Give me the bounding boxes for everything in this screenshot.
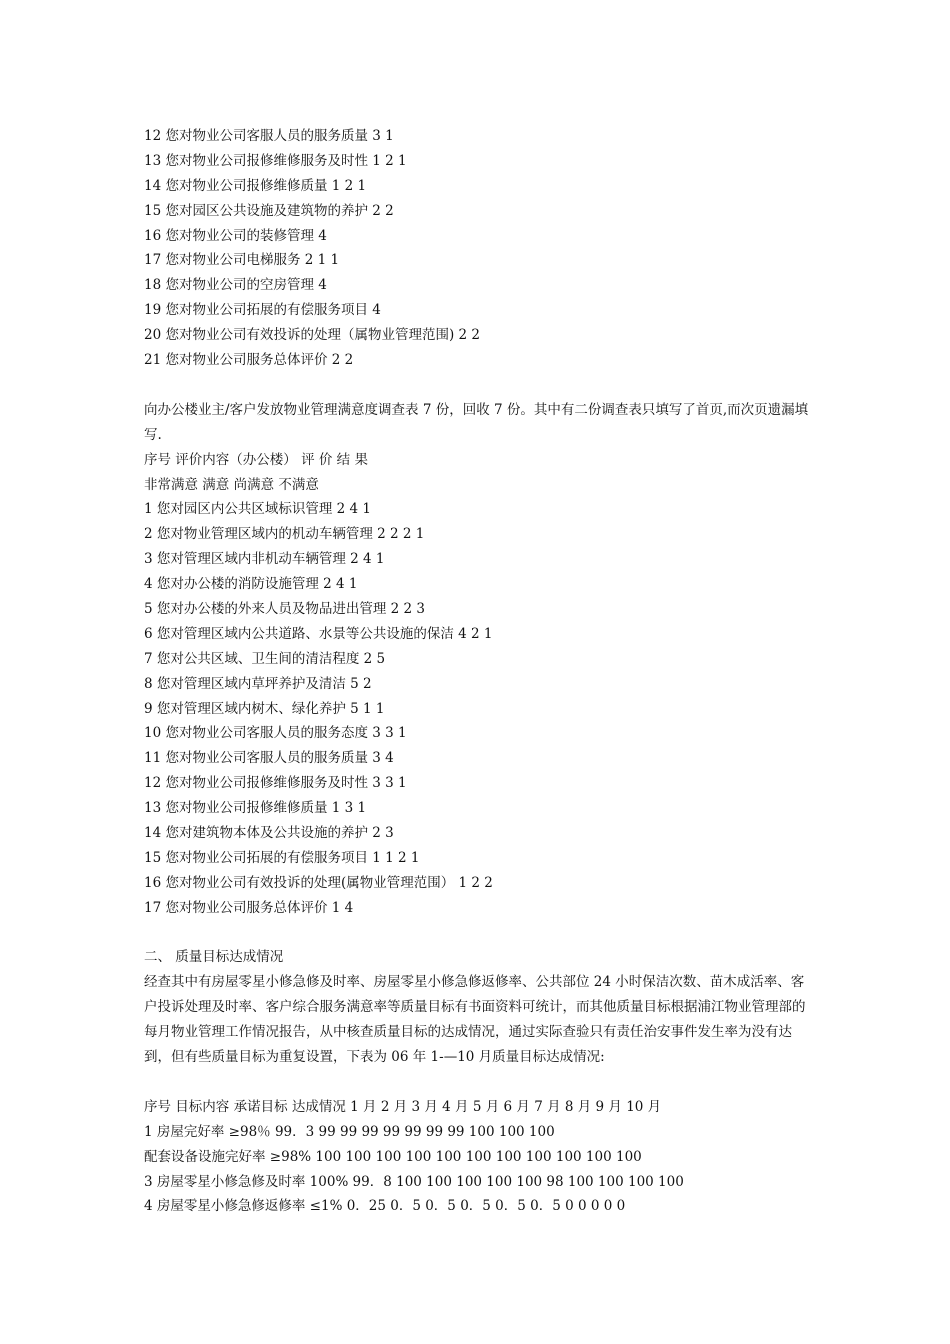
survey-item: 13 您对物业公司报修维修服务及时性 1 2 1 (144, 152, 407, 169)
survey-item: 3 您对管理区域内非机动车辆管理 2 4 1 (144, 551, 385, 568)
survey-item: 17 您对物业公司电梯服务 2 1 1 (144, 252, 340, 269)
survey-item: 9 您对管理区域内树木、绿化养护 5 1 1 (144, 700, 385, 717)
survey-item: 12 您对物业公司客服人员的服务质量 3 1 (144, 128, 394, 144)
survey-item: 11 您对物业公司客服人员的服务质量 3 4 (144, 750, 394, 767)
document-page (144, 124, 816, 1219)
survey-item: 6 您对管理区域内公共道路、水景等公共设施的保洁 4 2 1 (144, 625, 493, 642)
section-heading: 二、 质量目标达成情况 (144, 949, 284, 966)
survey-item: 8 您对管理区域内草坪养护及清洁 5 2 (144, 675, 372, 692)
survey-item: 14 您对物业公司报修维修质量 1 2 1 (144, 177, 367, 194)
survey-item: 19 您对物业公司拓展的有偿服务项目 4 (144, 302, 381, 319)
survey-item: 16 您对物业公司的装修管理 4 (144, 227, 327, 244)
table-row: 4 房屋零星小修急修返修率 ≤1% 0．25 0．5 0．5 0．5 0．5 0．5 0 0 0 0 0 (144, 1198, 626, 1215)
table-row: 1 房屋完好率 ≥98％ 99．3 99 99 99 99 99 99 99 100 100 100 (144, 1123, 555, 1140)
survey-item: 21 您对物业公司服务总体评价 2 2 (144, 352, 354, 369)
quality-paragraph: 经查其中有房屋零星小修急修及时率、房屋零星小修急修返修率、公共部位 24 小时保洁次数、苗木成活率、客户投诉处理及时率、客户综合服务满意率等质量目标有书面资料可统计，而其他质量目标根据浦江物业管理部的每月物业管理工作情况报告，从中核查质量目标的达成情况，通过实际查验只有责任治安事件发生率为没有达到，但有些质量目标为重复设置，下表为 06 年 1-—10 月质量目标达成情况: (144, 974, 806, 1066)
table-row: 3 房屋零星小修急修及时率 100% 99．8 100 100 100 100 100 98 100 100 100 100 (144, 1173, 684, 1190)
spacer (144, 1070, 816, 1095)
office-survey-list (144, 497, 816, 920)
survey-item: 14 您对建筑物本体及公共设施的养护 2 3 (144, 824, 394, 841)
residential-survey-list (144, 124, 816, 373)
survey-item: 10 您对物业公司客服人员的服务态度 3 3 1 (144, 725, 407, 742)
office-rating-scale: 非常满意 满意 尚满意 不满意 (144, 476, 319, 493)
survey-item: 7 您对公共区域、卫生间的清洁程度 2 5 (144, 650, 386, 667)
survey-item: 18 您对物业公司的空房管理 4 (144, 277, 327, 294)
quality-target-table (144, 1095, 816, 1219)
survey-item: 16 您对物业公司有效投诉的处理(属物业管理范围） 1 2 2 (144, 874, 493, 891)
spacer (144, 921, 816, 946)
survey-item: 1 您对园区内公共区域标识管理 2 4 1 (144, 501, 372, 518)
survey-item: 15 您对物业公司拓展的有偿服务项目 1 1 2 1 (144, 849, 420, 866)
survey-item: 13 您对物业公司报修维修质量 1 3 1 (144, 800, 367, 817)
table-row: 配套设备设施完好率 ≥98% 100 100 100 100 100 100 100 100 100 100 100 (144, 1148, 642, 1165)
survey-item: 12 您对物业公司报修维修服务及时性 3 3 1 (144, 775, 407, 792)
survey-item: 2 您对物业管理区域内的机动车辆管理 2 2 2 1 (144, 526, 425, 543)
survey-item: 15 您对园区公共设施及建筑物的养护 2 2 (144, 202, 394, 219)
spacer (144, 373, 816, 398)
survey-item: 4 您对办公楼的消防设施管理 2 4 1 (144, 576, 358, 593)
table-header: 序号 目标内容 承诺目标 达成情况 1 月 2 月 3 月 4 月 5 月 6 月 7 月 8 月 9 月 10 月 (144, 1098, 662, 1115)
office-table-header: 序号 评价内容（办公楼） 评 价 结 果 (144, 451, 368, 468)
office-survey-intro: 向办公楼业主/客户发放物业管理满意度调查表 7 份，回收 7 份。其中有二份调查表只填写了首页,而次页遗漏填写. (144, 401, 809, 443)
survey-item: 17 您对物业公司服务总体评价 1 4 (144, 899, 354, 916)
survey-item: 5 您对办公楼的外来人员及物品进出管理 2 2 3 (144, 600, 426, 617)
survey-item: 20 您对物业公司有效投诉的处理（属物业管理范围) 2 2 (144, 327, 480, 344)
